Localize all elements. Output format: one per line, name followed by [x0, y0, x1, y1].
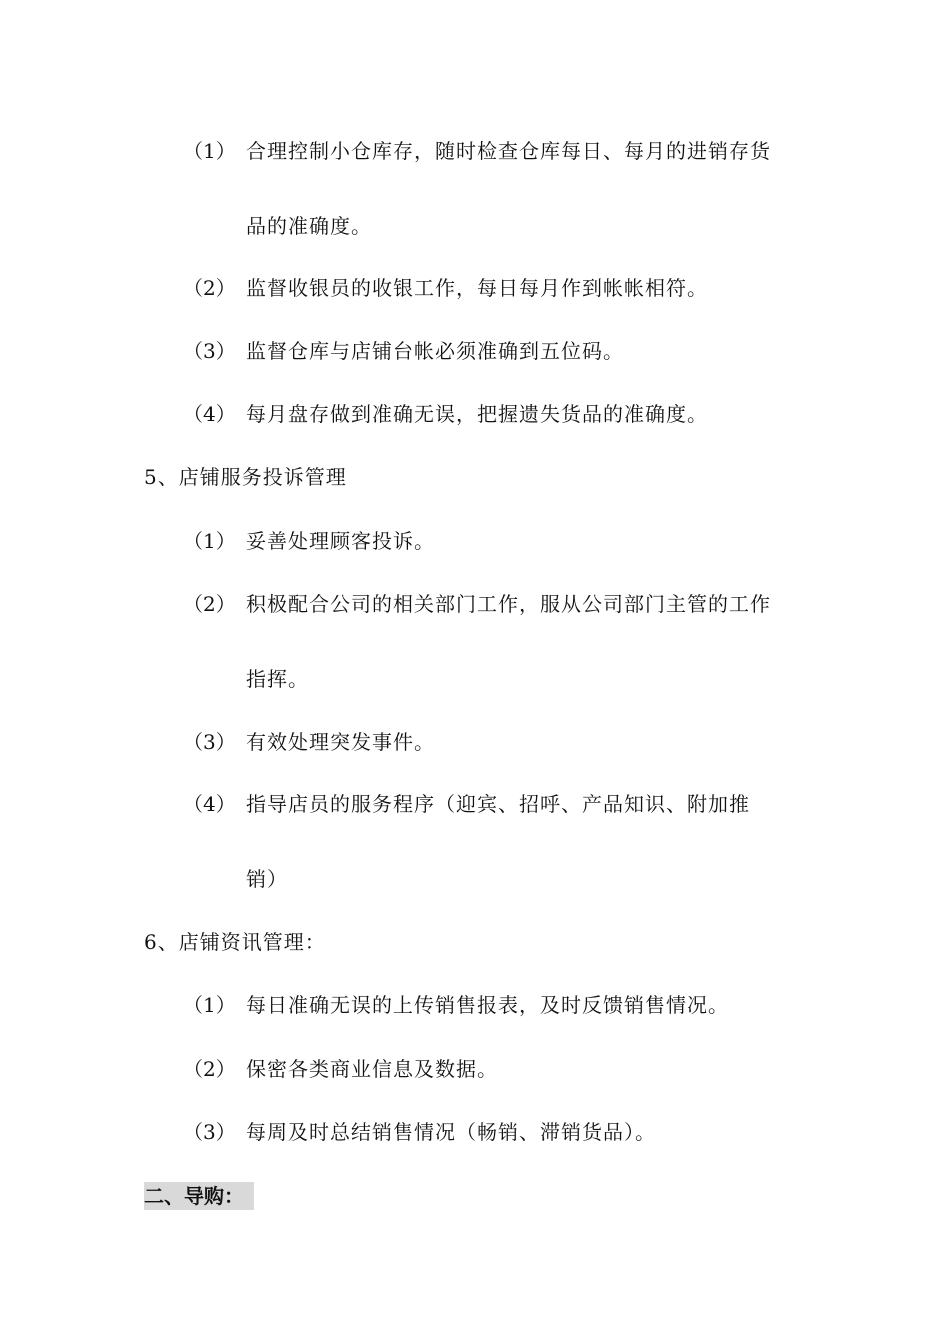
list-item-continuation: 品的准确度。	[246, 214, 372, 238]
list-item-text: 监督收银员的收银工作，每日每月作到帐帐相符。	[246, 276, 708, 300]
section-title: 6、店铺资讯管理：	[144, 930, 326, 954]
list-number: （4）	[183, 402, 236, 426]
list-number: （3）	[183, 339, 236, 363]
list-number: （1）	[183, 993, 236, 1017]
list-number: （3）	[183, 1120, 236, 1144]
list-item-text: 保密各类商业信息及数据。	[246, 1057, 498, 1081]
section-title: 5、店铺服务投诉管理	[144, 465, 347, 489]
list-number: （1）	[183, 529, 236, 553]
list-item-text: 妥善处理顾客投诉。	[246, 529, 435, 553]
list-number: （2）	[183, 592, 236, 616]
list-item-text: 每周及时总结销售情况（畅销、滞销货品）。	[246, 1120, 656, 1144]
list-item-continuation: 销）	[246, 867, 288, 891]
list-item-text: 积极配合公司的相关部门工作，服从公司部门主管的工作	[246, 592, 771, 616]
list-item-text: 指导店员的服务程序（迎宾、招呼、产品知识、附加推	[246, 792, 750, 816]
list-number: （2）	[183, 276, 236, 300]
list-item-text: 监督仓库与店铺台帐必须准确到五位码。	[246, 339, 624, 363]
list-item-text: 有效处理突发事件。	[246, 730, 435, 754]
list-number: （3）	[183, 730, 236, 754]
list-number: （2）	[183, 1057, 236, 1081]
list-item-continuation: 指挥。	[246, 667, 309, 691]
list-number: （4）	[183, 792, 236, 816]
section-heading: 二、导购：	[144, 1182, 254, 1210]
list-number: （1）	[183, 139, 236, 163]
list-item-text: 每月盘存做到准确无误，把握遗失货品的准确度。	[246, 402, 708, 426]
list-item-text: 每日准确无误的上传销售报表，及时反馈销售情况。	[246, 993, 729, 1017]
list-item-text: 合理控制小仓库存，随时检查仓库每日、每月的进销存货	[246, 139, 771, 163]
